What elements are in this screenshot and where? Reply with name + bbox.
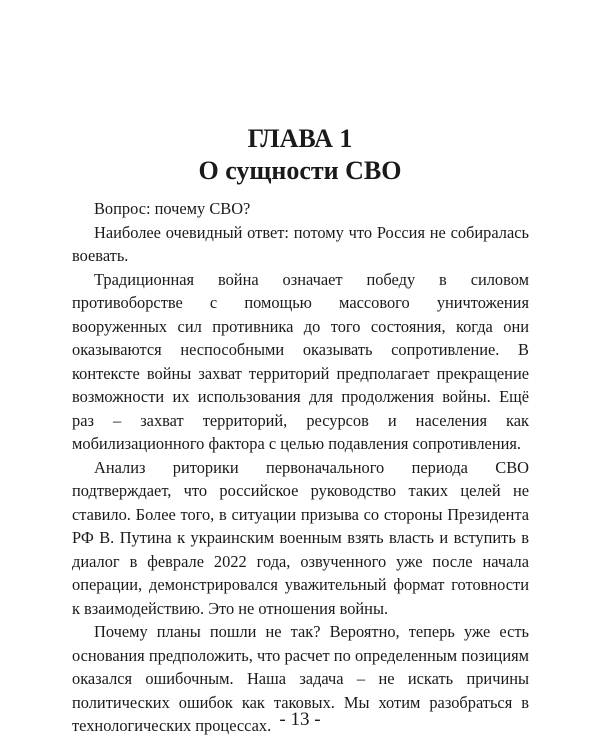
paragraph-question: Вопрос: почему СВО? [94,199,251,218]
page-number: - 13 - [279,709,321,730]
paragraph-traditional-war: Традиционная война означает победу в силовом противоборстве с помощью массового уничтожения вооруженных сил противника до того состояния, когда они оказываются неспособными оказывать сопротивление. В контексте войны захват территорий предполагает прекращение возможности их использования для продолжения войны. Ещё раз – захват территорий, ресурсов и населения как мобилизационного фактора с целью подавления сопротивления. [72,269,529,453]
chapter-body [72,197,529,738]
paragraph-answer: Наиболее очевидный ответ: потому что Россия не собиралась воевать. [72,222,529,265]
paragraph-plans: Почему планы пошли не так? Вероятно, теперь уже есть основания предположить, что расчет по определенным позициям оказался ошибочным. Наша задача – не искать причины политических ошибок как таковых. Мы хотим разобраться в технологических процессах. [72,622,529,735]
chapter-number: ГЛАВА 1 [247,124,353,153]
chapter-title: О сущности СВО [198,156,402,185]
paragraph-rhetoric-analysis: Анализ риторики первоначального периода СВО подтверждает, что российское руководство таких целей не ставило. Более того, в ситуации призыва со стороны Президента РФ В. Путина к украинским военным взять власть и вступить в диалог в феврале 2022 года, озвученного уже после начала операции, демонстрировался уважительный формат готовности к взаимодействию. Это не отношения войны. [72,457,529,618]
